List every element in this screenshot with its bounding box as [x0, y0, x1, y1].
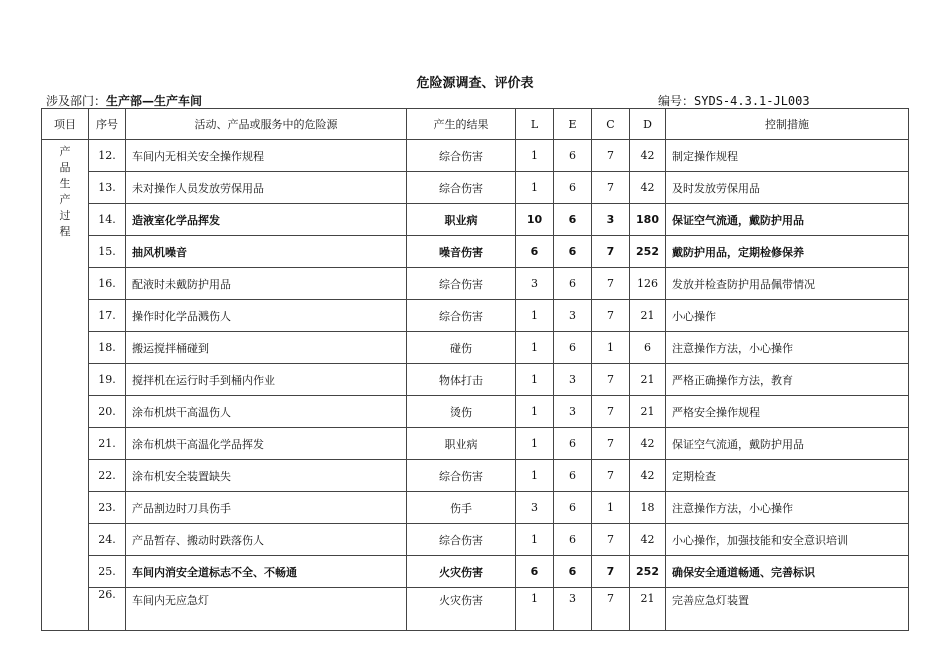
e-value-cell: 6 [554, 428, 592, 460]
l-value-cell: 1 [516, 364, 554, 396]
d-value-cell: 21 [630, 588, 666, 631]
column-header-hazard: 活动、产品或服务中的危险源 [126, 109, 407, 140]
project-cell [42, 140, 89, 631]
e-value-cell: 6 [554, 332, 592, 364]
c-value-cell: 7 [592, 300, 630, 332]
table-row [42, 524, 909, 556]
table-row [42, 556, 909, 588]
c-value-cell: 7 [592, 428, 630, 460]
document-code-label: 编号： [658, 94, 695, 108]
c-value-cell: 7 [592, 172, 630, 204]
control-cell: 确保安全通道畅通、完善标识 [666, 556, 909, 588]
result-cell: 火灾伤害 [407, 588, 516, 631]
table-row [42, 300, 909, 332]
e-value-cell: 6 [554, 460, 592, 492]
seq-cell: 14. [89, 204, 126, 236]
control-cell: 定期检查 [666, 460, 909, 492]
column-header-control: 控制措施 [666, 109, 909, 140]
table-row [42, 332, 909, 364]
l-value-cell: 1 [516, 172, 554, 204]
hazard-cell: 造液室化学品挥发 [126, 204, 407, 236]
e-value-cell: 6 [554, 268, 592, 300]
hazard-cell: 搬运搅拌桶碰到 [126, 332, 407, 364]
e-value-cell: 6 [554, 236, 592, 268]
e-value-cell: 3 [554, 588, 592, 631]
column-header-result: 产生的结果 [407, 109, 516, 140]
table-row [42, 172, 909, 204]
control-cell: 戴防护用品，定期检修保养 [666, 236, 909, 268]
hazard-cell: 车间内无应急灯 [126, 588, 407, 631]
e-value-cell: 3 [554, 396, 592, 428]
column-header-seq: 序号 [89, 109, 126, 140]
seq-cell: 23. [89, 492, 126, 524]
seq-cell: 16. [89, 268, 126, 300]
control-cell: 严格正确操作方法，教育 [666, 364, 909, 396]
control-cell: 制定操作规程 [666, 140, 909, 172]
table-body [42, 140, 909, 631]
seq-cell: 18. [89, 332, 126, 364]
column-header-e: E [554, 109, 592, 140]
column-header-project: 项目 [42, 109, 89, 140]
l-value-cell: 1 [516, 524, 554, 556]
seq-cell: 15. [89, 236, 126, 268]
table-row [42, 268, 909, 300]
l-value-cell: 1 [516, 460, 554, 492]
project-char: 品 [59, 161, 71, 174]
c-value-cell: 7 [592, 396, 630, 428]
l-value-cell: 1 [516, 140, 554, 172]
l-value-cell: 1 [516, 396, 554, 428]
e-value-cell: 3 [554, 300, 592, 332]
hazard-cell: 产品暂存、搬动时跌落伤人 [126, 524, 407, 556]
e-value-cell: 6 [554, 140, 592, 172]
control-cell: 完善应急灯装置 [666, 588, 909, 631]
table-row [42, 460, 909, 492]
result-cell: 综合伤害 [407, 140, 516, 172]
d-value-cell: 18 [630, 492, 666, 524]
result-cell: 职业病 [407, 204, 516, 236]
control-cell: 注意操作方法，小心操作 [666, 492, 909, 524]
result-cell: 职业病 [407, 428, 516, 460]
control-cell: 保证空气流通，戴防护用品 [666, 204, 909, 236]
d-value-cell: 180 [630, 204, 666, 236]
control-cell: 发放并检查防护用品佩带情况 [666, 268, 909, 300]
c-value-cell: 7 [592, 268, 630, 300]
d-value-cell: 42 [630, 172, 666, 204]
hazard-cell: 涂布机烘干高温伤人 [126, 396, 407, 428]
d-value-cell: 42 [630, 460, 666, 492]
control-cell: 严格安全操作规程 [666, 396, 909, 428]
e-value-cell: 6 [554, 204, 592, 236]
hazard-cell: 抽风机噪音 [126, 236, 407, 268]
l-value-cell: 1 [516, 300, 554, 332]
l-value-cell: 3 [516, 492, 554, 524]
l-value-cell: 6 [516, 236, 554, 268]
d-value-cell: 42 [630, 428, 666, 460]
c-value-cell: 7 [592, 588, 630, 631]
d-value-cell: 21 [630, 396, 666, 428]
table-row [42, 588, 909, 631]
page-title: 危险源调查、评价表 [416, 76, 534, 91]
result-cell: 物体打击 [407, 364, 516, 396]
d-value-cell: 6 [630, 332, 666, 364]
result-cell: 碰伤 [407, 332, 516, 364]
result-cell: 烫伤 [407, 396, 516, 428]
l-value-cell: 3 [516, 268, 554, 300]
result-cell: 综合伤害 [407, 172, 516, 204]
control-cell: 及时发放劳保用品 [666, 172, 909, 204]
result-cell: 火灾伤害 [407, 556, 516, 588]
seq-cell: 24. [89, 524, 126, 556]
hazard-cell: 操作时化学品溅伤人 [126, 300, 407, 332]
hazard-cell: 车间内无相关安全操作规程 [126, 140, 407, 172]
control-cell: 小心操作 [666, 300, 909, 332]
e-value-cell: 6 [554, 556, 592, 588]
hazard-cell: 配液时未戴防护用品 [126, 268, 407, 300]
table-row [42, 428, 909, 460]
l-value-cell: 1 [516, 588, 554, 631]
control-cell: 注意操作方法，小心操作 [666, 332, 909, 364]
result-cell: 噪音伤害 [407, 236, 516, 268]
project-char: 产 [59, 193, 71, 206]
table-row [42, 204, 909, 236]
d-value-cell: 42 [630, 524, 666, 556]
result-cell: 综合伤害 [407, 300, 516, 332]
hazard-cell: 涂布机安全装置缺失 [126, 460, 407, 492]
c-value-cell: 1 [592, 332, 630, 364]
seq-cell: 12. [89, 140, 126, 172]
hazard-cell: 产品割边时刀具伤手 [126, 492, 407, 524]
d-value-cell: 252 [630, 556, 666, 588]
l-value-cell: 6 [516, 556, 554, 588]
d-value-cell: 42 [630, 140, 666, 172]
project-char: 程 [59, 225, 71, 238]
project-char: 过 [59, 209, 71, 222]
e-value-cell: 6 [554, 492, 592, 524]
d-value-cell: 21 [630, 364, 666, 396]
table-row [42, 492, 909, 524]
result-cell: 综合伤害 [407, 524, 516, 556]
c-value-cell: 7 [592, 140, 630, 172]
department-line [46, 92, 202, 109]
document-code-line [658, 92, 810, 109]
e-value-cell: 6 [554, 172, 592, 204]
l-value-cell: 1 [516, 428, 554, 460]
column-header-l: L [516, 109, 554, 140]
control-cell: 小心操作，加强技能和安全意识培训 [666, 524, 909, 556]
table-row [42, 396, 909, 428]
e-value-cell: 6 [554, 524, 592, 556]
hazard-cell: 车间内消安全道标志不全、不畅通 [126, 556, 407, 588]
department-label: 涉及部门： [46, 94, 107, 108]
c-value-cell: 7 [592, 556, 630, 588]
result-cell: 伤手 [407, 492, 516, 524]
seq-cell: 17. [89, 300, 126, 332]
c-value-cell: 7 [592, 364, 630, 396]
c-value-cell: 7 [592, 524, 630, 556]
c-value-cell: 1 [592, 492, 630, 524]
department-value: 生产部—生产车间 [106, 94, 203, 108]
seq-cell: 26. [89, 588, 126, 631]
seq-cell: 20. [89, 396, 126, 428]
d-value-cell: 126 [630, 268, 666, 300]
d-value-cell: 252 [630, 236, 666, 268]
d-value-cell: 21 [630, 300, 666, 332]
project-char: 生 [59, 177, 71, 190]
seq-cell: 19. [89, 364, 126, 396]
hazard-evaluation-table [41, 108, 909, 631]
seq-cell: 21. [89, 428, 126, 460]
table-header-row [42, 109, 909, 140]
table-row [42, 364, 909, 396]
project-char: 产 [59, 145, 71, 158]
c-value-cell: 3 [592, 204, 630, 236]
l-value-cell: 1 [516, 332, 554, 364]
table-row [42, 140, 909, 172]
c-value-cell: 7 [592, 236, 630, 268]
seq-cell: 13. [89, 172, 126, 204]
result-cell: 综合伤害 [407, 268, 516, 300]
seq-cell: 22. [89, 460, 126, 492]
document-code-value: SYDS-4.3.1-JL003 [694, 94, 810, 108]
result-cell: 综合伤害 [407, 460, 516, 492]
control-cell: 保证空气流通，戴防护用品 [666, 428, 909, 460]
e-value-cell: 3 [554, 364, 592, 396]
seq-cell: 25. [89, 556, 126, 588]
column-header-c: C [592, 109, 630, 140]
hazard-cell: 未对操作人员发放劳保用品 [126, 172, 407, 204]
column-header-d: D [630, 109, 666, 140]
table-row [42, 236, 909, 268]
c-value-cell: 7 [592, 460, 630, 492]
l-value-cell: 10 [516, 204, 554, 236]
hazard-cell: 搅拌机在运行时手到桶内作业 [126, 364, 407, 396]
hazard-cell: 涂布机烘干高温化学品挥发 [126, 428, 407, 460]
